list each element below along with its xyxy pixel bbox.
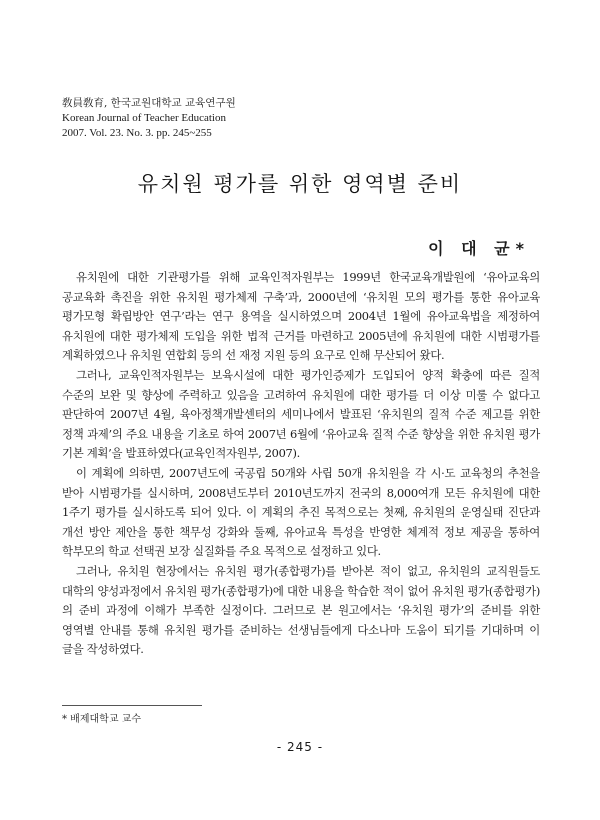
journal-name-english: Korean Journal of Teacher Education	[62, 112, 226, 124]
paragraph: 그러나, 유치원 현장에서는 유치원 평가(종합평가)를 받아본 적이 없고, 유치원의 교직원들도 대학의 양성과정에서 유치원 평가(종합평가)에 대한 내용을 학습한 적이 없어 유치원 평가(종합평가)의 준비 과정에 이해가 부족한 실정이다. 그러므로 본 원고에서는 ‘유치원 평가’의 준비를 위한 영역별 안내를 통해 유치원 평가를 준비하는 선생님들에게 다소나마 도움이 되기를 기대하며 이 글을 작성하였다.	[62, 563, 540, 657]
journal-header	[62, 96, 236, 141]
page-number: - 245 -	[276, 740, 324, 754]
footnote-divider	[62, 705, 202, 706]
footnote: * 배제대학교 교수	[62, 714, 141, 725]
paragraph: 그러나, 교육인적자원부는 보육시설에 대한 평가인증제가 도입되어 양적 확충에 따른 질적 수준의 보완 및 향상에 주력하고 있음을 고려하여 유치원에 대한 평가를 더 이상 미룰 수 없다고 판단하여 2007년 4월, 육아정책개발센터의 세미나에서 발표된 ‘유치원의 질적 수준 제고를 위한 정책 과제’의 주요 내용을 기초로 하여 2007년 6월에 ‘유아교육 질적 수준 향상을 위한 유치원 평가 기본 계획’을 발표하였다(교육인적자원부, 2007).	[62, 367, 540, 461]
paragraph: 이 계획에 의하면, 2007년도에 국공립 50개와 사립 50개 유치원을 각 시·도 교육청의 추천을 받아 시범평가를 실시하며, 2008년도부터 2010년도까지 전국의 8,000여개 모든 유치원에 대한 1주기 평가를 실시하도록 되어 있다. 이 계획의 추진 목적으로는 첫째, 유치원의 운영실태 진단과 개선 방안 제안을 통한 책무성 강화와 둘째, 유아교육 특성을 반영한 체계적 정보 제공을 통하여 학부모의 학교 선택권 보장 실질화를 주요 목적으로 설정하고 있다.	[62, 465, 540, 559]
journal-name-korean: 敎員敎育, 한국교원대학교 교육연구원	[62, 97, 236, 109]
paragraph: 유치원에 대한 기관평가를 위해 교육인적자원부는 1999년 한국교육개발원에 ‘유아교육의 공교육화 촉진을 위한 유치원 평가체제 구축’과, 2000년에 ‘유치원 모의 평가를 통한 유아교육 평가모형 확립방안 연구’라는 연구 용역을 실시하였으며 2004년 1월에 유아교육법을 제정하여 유치원에 대한 평가체제 도입을 위한 법적 근거를 마련하고 2005년에 유치원에 대한 시범평가를 계획하였으나 유치원 연합회 등의 선 재정 지원 등의 요구로 인해 무산되어 왔다.	[62, 270, 540, 363]
journal-volume-info: 2007. Vol. 23. No. 3. pp. 245~255	[62, 127, 212, 139]
body-text	[62, 268, 540, 660]
author-name: 이 대 균*	[428, 239, 530, 258]
paper-title: 유치원 평가를 위한 영역별 준비	[137, 172, 463, 196]
